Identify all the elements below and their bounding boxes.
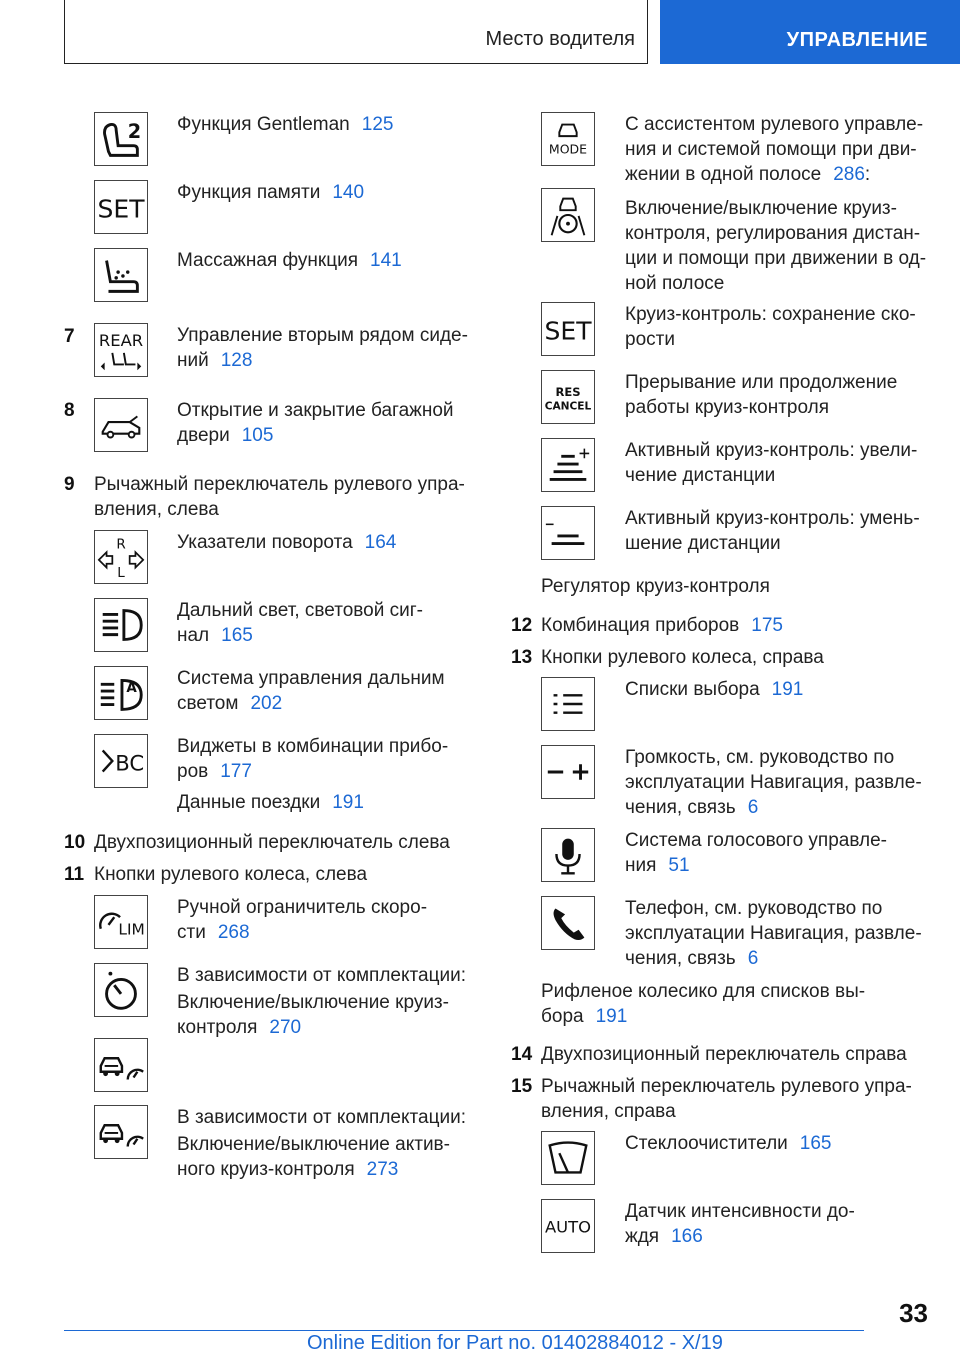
- page-link[interactable]: 191: [771, 679, 804, 700]
- item-store-speed: [625, 302, 916, 352]
- item-label-line-2: ров: [177, 761, 209, 782]
- item-thumbwheel: [541, 979, 865, 1029]
- item-rear-seats: [177, 323, 468, 373]
- item-high-beam-assist: [177, 666, 445, 716]
- item-steering-assist: [625, 112, 923, 187]
- speed-limiter-icon: [94, 895, 148, 949]
- set-speed-icon: [541, 302, 595, 356]
- item-label-line-1: Виджеты в комбинации прибо-: [177, 736, 449, 757]
- auto-icon: [541, 1199, 595, 1253]
- wiper-icon: [541, 1131, 595, 1185]
- item-cruise-control: [177, 963, 466, 1040]
- item-label-line-1: В зависимости от комплектации:: [177, 1107, 466, 1128]
- heading-left-rocker: Двухпозиционный переключатель слева: [94, 832, 450, 853]
- item-memory: [177, 180, 364, 205]
- distance-decrease-icon: [541, 506, 595, 560]
- page-link[interactable]: 105: [241, 425, 274, 446]
- volume-icon: [541, 745, 595, 799]
- item-label-line-3: ции и помощи при движении в од-: [625, 248, 927, 269]
- page-link[interactable]: 286: [833, 164, 865, 185]
- lim-text: LIM: [118, 920, 145, 939]
- page-link[interactable]: 51: [668, 855, 690, 876]
- item-label-line-3: ного круиз-контроля: [177, 1159, 355, 1180]
- item-phone: [625, 896, 922, 971]
- item-cruise-assist: [625, 196, 926, 296]
- header-chapter-tab[interactable]: [660, 0, 960, 64]
- page-link[interactable]: 175: [751, 615, 783, 636]
- bc-text: BC: [115, 750, 145, 776]
- item-cruise-regulator: Регулятор круиз-контроля: [541, 576, 770, 597]
- page-link[interactable]: 273: [366, 1159, 399, 1180]
- page-link[interactable]: 164: [364, 532, 397, 553]
- footer-edition: Online Edition for Part no. 01402884012 - X/19: [307, 1332, 723, 1354]
- heading-instrument-cluster: [541, 613, 783, 638]
- item-label-line-4: ной полосе: [625, 273, 725, 294]
- car-cruise-icon: [94, 1038, 148, 1092]
- page-link[interactable]: 165: [799, 1133, 832, 1154]
- high-beam-assist-icon: [94, 666, 148, 720]
- active-cruise-icon: [94, 1105, 148, 1159]
- header-section-title: Место водителя: [485, 28, 635, 50]
- item-label: Стеклоочистители: [625, 1133, 788, 1154]
- item-active-cruise: [177, 1105, 466, 1182]
- item-label-line-1: Включение/выключение круиз-: [625, 198, 897, 219]
- item-label-line-1: Ручной ограничитель скоро-: [177, 897, 428, 918]
- item-distance-decrease: [625, 506, 920, 556]
- item-turn-signals: [177, 530, 396, 555]
- item-label-line-1: Дальний свет, световой сиг-: [177, 600, 423, 621]
- item-label-line-2: Включение/выключение круиз-: [177, 992, 449, 1013]
- item-label: Массажная функция: [177, 250, 359, 271]
- item-number-14: 14: [511, 1044, 533, 1065]
- item-label-line-2: двери: [177, 425, 230, 446]
- page-link[interactable]: 166: [671, 1226, 703, 1247]
- footer-divider: [64, 1330, 864, 1331]
- tailgate-icon: [94, 398, 148, 452]
- l-text: L: [117, 565, 125, 582]
- list-icon: [541, 677, 595, 731]
- page-link[interactable]: 140: [332, 182, 365, 203]
- item-label-line-2: Включение/выключение актив-: [177, 1134, 450, 1155]
- item-widgets: [177, 734, 448, 784]
- item-label-line-1: С ассистентом рулевого управле-: [625, 114, 924, 135]
- header-section-box: [64, 0, 648, 64]
- microphone-icon: [541, 828, 595, 882]
- item-label-line-2: ния: [625, 855, 657, 876]
- cruise-control-icon: [94, 963, 148, 1017]
- item-number-7: 7: [64, 326, 75, 347]
- item-distance-increase: [625, 438, 917, 488]
- page-link[interactable]: 128: [220, 350, 253, 371]
- item-label-line-2: бора: [541, 1006, 584, 1027]
- item-label-line-1: Телефон, см. руководство по: [625, 898, 883, 919]
- item-gentleman: [177, 112, 393, 137]
- cancel-text: CANCEL: [544, 400, 592, 413]
- item-label-line-2: рости: [625, 329, 675, 350]
- page-number: 33: [899, 1298, 928, 1328]
- item-trip-data: [177, 790, 364, 815]
- heading-right-rocker: Двухпозиционный переключатель справа: [541, 1044, 907, 1065]
- page-link[interactable]: 6: [747, 948, 759, 969]
- item-label-line-1: Система управления дальним: [177, 668, 445, 689]
- turn-signal-icon: [94, 530, 148, 584]
- item-number-8: 8: [64, 400, 75, 421]
- page-link[interactable]: 6: [747, 797, 759, 818]
- item-label: Данные поездки: [177, 792, 321, 813]
- mode-text: MODE: [548, 141, 588, 157]
- item-label-line-2: светом: [177, 693, 239, 714]
- driving-assist-icon: [541, 188, 595, 242]
- item-label-line-2: нал: [177, 625, 210, 646]
- item-label: Списки выбора: [625, 679, 760, 700]
- rear-seats-icon: [94, 323, 148, 377]
- heading-line-1: Рычажный переключатель рулевого упра-: [94, 474, 465, 495]
- header-chapter-title: УПРАВЛЕНИЕ: [786, 29, 928, 51]
- phone-icon: [541, 896, 595, 950]
- item-label-line-2: контроля, регулирования дистан-: [625, 223, 921, 244]
- item-massage: [177, 248, 402, 273]
- item-interrupt-resume: [625, 370, 897, 420]
- item-tailgate: [177, 398, 454, 448]
- a-text: A: [126, 680, 137, 697]
- page-link[interactable]: 270: [269, 1017, 302, 1038]
- bc-widgets-icon: [94, 734, 148, 788]
- item-label: Функция памяти: [177, 182, 321, 203]
- item-speed-limiter: [177, 895, 427, 945]
- item-label-line-1: Громкость, см. руководство по: [625, 747, 895, 768]
- item-label-line-1: Круиз-контроль: сохранение ско-: [625, 304, 916, 325]
- heading-line-2: вления, слева: [94, 499, 219, 520]
- item-label-line-3: чения, связь: [625, 948, 736, 969]
- item-label-line-3: контроля: [177, 1017, 258, 1038]
- set-text: SET: [97, 194, 145, 224]
- item-label-line-2: работы круиз-контроля: [625, 397, 829, 418]
- item-label-line-2: сти: [177, 922, 206, 943]
- item-number-15: 15: [511, 1076, 533, 1097]
- page-link[interactable]: 125: [361, 114, 394, 135]
- item-voice-control: [625, 828, 887, 878]
- item-number-10: 10: [64, 832, 86, 853]
- item-label-line-2: ждя: [625, 1226, 660, 1247]
- item-label-line-1: Прерывание или продолжение: [625, 372, 898, 393]
- item-label-line-1: Система голосового управле-: [625, 830, 887, 851]
- item-label: Указатели поворота: [177, 532, 353, 553]
- item-label-line-2: эксплуатации Навигация, развле-: [625, 923, 922, 944]
- item-number-13: 13: [511, 647, 533, 668]
- item-label: Функция Gentleman: [177, 114, 350, 135]
- set-icon: [94, 180, 148, 234]
- item-label-line-1: Активный круиз-контроль: увели-: [625, 440, 918, 461]
- item-number-11: 11: [64, 864, 85, 885]
- mode-icon: [541, 112, 595, 166]
- massage-seat-icon: [94, 248, 148, 302]
- auto-text: AUTO: [544, 1217, 592, 1237]
- rear-text: REAR: [98, 331, 144, 351]
- heading-line-2: вления, справа: [541, 1101, 676, 1122]
- seat-number: 2: [127, 120, 142, 144]
- heading-right-lever: [541, 1074, 912, 1124]
- seat-gentleman-icon: [94, 112, 148, 166]
- heading-line-1: Рычажный переключатель рулевого упра-: [541, 1076, 912, 1097]
- page-link[interactable]: 191: [332, 792, 364, 813]
- item-label-line-1: Активный круиз-контроль: умень-: [625, 508, 920, 529]
- heading-left-buttons: Кнопки рулевого колеса, слева: [94, 864, 368, 885]
- item-label-line-1: Датчик интенсивности до-: [625, 1201, 855, 1222]
- item-volume: [625, 745, 922, 820]
- r-text: R: [116, 536, 126, 553]
- item-label-line-2: эксплуатации Навигация, развле-: [625, 772, 922, 793]
- item-label-line-1: Открытие и закрытие багажной: [177, 400, 454, 421]
- res-cancel-icon: [541, 370, 595, 424]
- heading-left-lever: [94, 472, 465, 522]
- item-wipers: [625, 1131, 831, 1156]
- item-number-12: 12: [511, 615, 533, 636]
- high-beam-icon: [94, 598, 148, 652]
- page-link[interactable]: 165: [221, 625, 253, 646]
- heading-right-buttons: Кнопки рулевого колеса, справа: [541, 647, 824, 668]
- item-selection-lists: [625, 677, 803, 702]
- set-text: SET: [544, 316, 592, 346]
- colon: :: [864, 164, 871, 185]
- item-label-line-1: Рифленое колесико для списков вы-: [541, 981, 866, 1002]
- page-link[interactable]: 268: [217, 922, 250, 943]
- item-label-line-3: чения, связь: [625, 797, 736, 818]
- item-number-9: 9: [64, 474, 75, 495]
- item-label-line-2: ний: [177, 350, 209, 371]
- page-link[interactable]: 141: [370, 250, 402, 271]
- item-label-line-2: шение дистанции: [625, 533, 781, 554]
- item-high-beam: [177, 598, 423, 648]
- page-link[interactable]: 191: [595, 1006, 628, 1027]
- item-label-line-2: ния и системой помощи при дви-: [625, 139, 917, 160]
- item-label-line-3: жении в одной полосе: [625, 164, 822, 185]
- item-rain-sensor: [625, 1199, 855, 1249]
- res-text: RES: [555, 385, 581, 400]
- heading-label: Комбинация приборов: [541, 615, 740, 636]
- item-label-line-2: чение дистанции: [625, 465, 776, 486]
- item-label-line-1: В зависимости от комплектации:: [177, 965, 466, 986]
- distance-increase-icon: [541, 438, 595, 492]
- page-link[interactable]: 177: [220, 761, 252, 782]
- item-label-line-1: Управление вторым рядом сиде-: [177, 325, 468, 346]
- page-link[interactable]: 202: [250, 693, 283, 714]
